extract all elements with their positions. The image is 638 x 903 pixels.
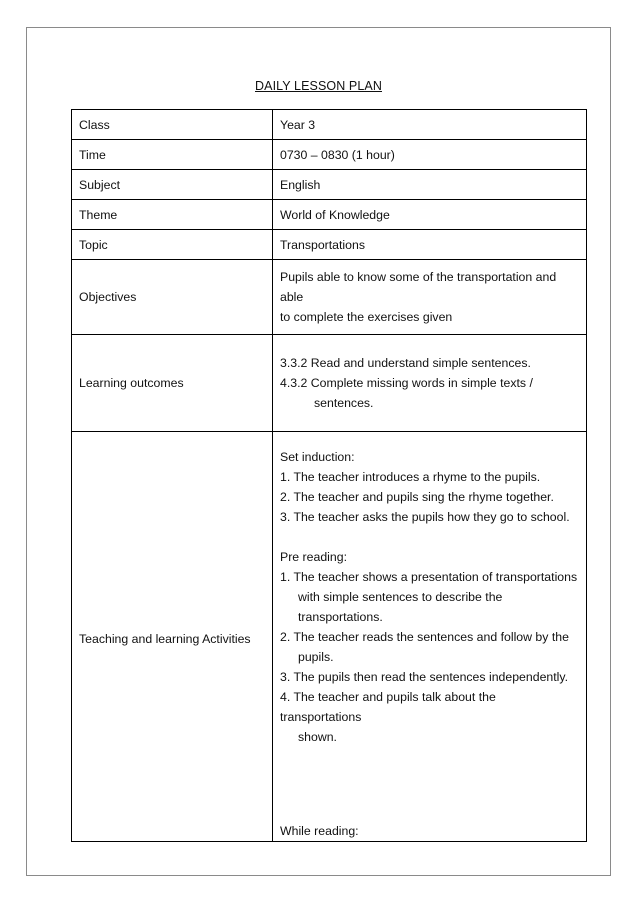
learning-outcomes-value: [273, 335, 587, 432]
list-item: 3. The teacher asks the pupils how they go to school.: [280, 510, 570, 524]
objectives-line: Pupils able to know some of the transportation and able: [280, 270, 557, 304]
table-row: [72, 335, 587, 432]
table-row: [72, 230, 587, 260]
table-row: [72, 110, 587, 140]
topic-label: Topic: [72, 230, 273, 260]
list-item: 1. The teacher shows a presentation of transportations: [280, 570, 578, 584]
theme-label: Theme: [72, 200, 273, 230]
table-row: [72, 170, 587, 200]
learning-outcome-line: sentences.: [314, 396, 374, 410]
time-label: Time: [72, 140, 273, 170]
objectives-label: Objectives: [72, 260, 273, 335]
learning-outcome-line: 3.3.2 Read and understand simple sentences.: [280, 356, 531, 370]
while-reading-heading: While reading:: [280, 824, 359, 838]
class-label: Class: [72, 110, 273, 140]
set-induction-heading: Set induction:: [280, 450, 355, 464]
theme-value: World of Knowledge: [273, 200, 587, 230]
document-page: [26, 27, 611, 876]
list-item: 2. The teacher and pupils sing the rhyme together.: [280, 490, 554, 504]
table-row: [72, 432, 587, 842]
table-row: [72, 140, 587, 170]
topic-value: Transportations: [273, 230, 587, 260]
list-item-continuation: with simple sentences to describe the: [298, 590, 503, 604]
list-item: 3. The pupils then read the sentences independently.: [280, 670, 569, 684]
table-row: [72, 260, 587, 335]
pre-reading-list: [280, 567, 579, 747]
page-title: DAILY LESSON PLAN: [255, 79, 382, 93]
list-item: 1. The teacher introduces a rhyme to the pupils.: [280, 470, 541, 484]
list-item: 2. The teacher reads the sentences and follow by the: [280, 630, 569, 644]
objectives-value: [273, 260, 587, 335]
time-value: 0730 – 0830 (1 hour): [273, 140, 587, 170]
lesson-plan-table: [71, 109, 587, 842]
set-induction-list: [280, 467, 579, 527]
learning-outcomes-label: Learning outcomes: [72, 335, 273, 432]
list-item-continuation: transportations.: [298, 610, 383, 624]
list-item: 4. The teacher and pupils talk about the transportations: [280, 690, 496, 724]
spacer: [280, 527, 579, 547]
list-item-continuation: pupils.: [298, 650, 334, 664]
activities-value: [273, 432, 587, 842]
subject-value: English: [273, 170, 587, 200]
pre-reading-heading: Pre reading:: [280, 550, 347, 564]
learning-outcome-line: 4.3.2 Complete missing words in simple texts /: [280, 376, 533, 390]
activities-label: Teaching and learning Activities: [72, 432, 273, 842]
objectives-line: to complete the exercises given: [280, 310, 453, 324]
class-value: Year 3: [273, 110, 587, 140]
table-row: [72, 200, 587, 230]
subject-label: Subject: [72, 170, 273, 200]
list-item-continuation: shown.: [298, 730, 337, 744]
